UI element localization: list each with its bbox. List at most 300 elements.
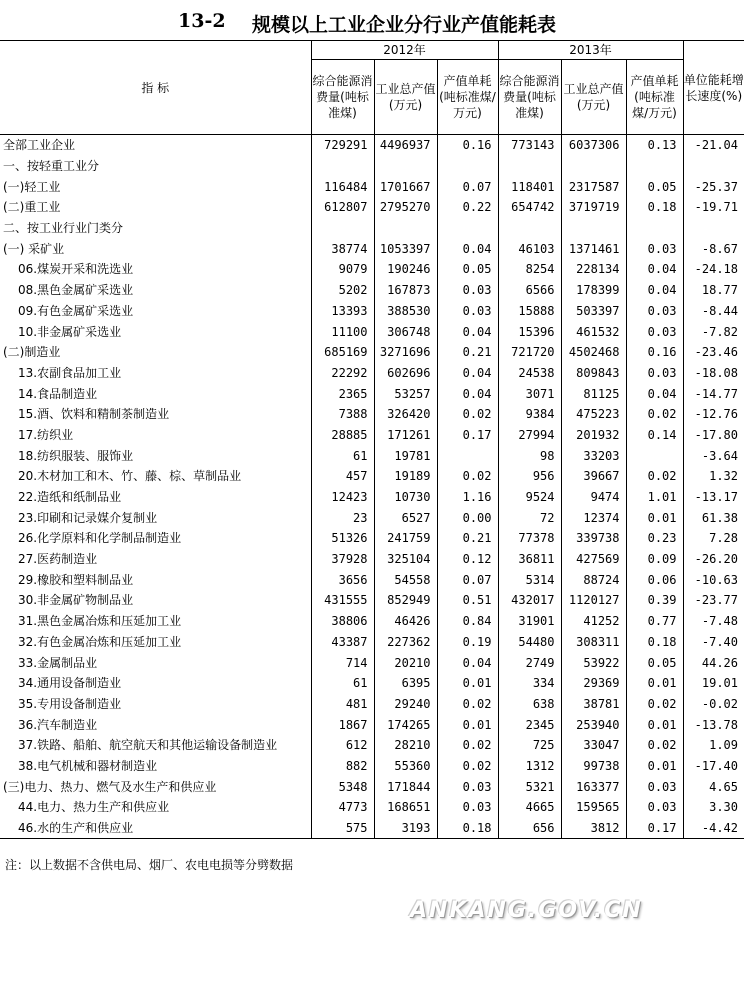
unit-2012-header: 产值单耗(吨标准煤/万元) (437, 60, 498, 135)
cell-u12: 0.16 (437, 135, 498, 156)
cell-g: 1.32 (709, 469, 738, 484)
cell-e12: 1867 (311, 714, 374, 735)
row-label: 36.汽车制造业 (0, 714, 311, 735)
cell-u13: 0.18 (626, 632, 683, 653)
cell-e12: 51326 (311, 528, 374, 549)
cell-o12: 4496937 (374, 135, 437, 156)
row-label: 18.纺织服装、服饰业 (0, 445, 311, 466)
cell-e12 (311, 218, 374, 239)
cell-g: -19.71 (694, 200, 738, 215)
cell-e13 (498, 218, 561, 239)
row-label: 30.非金属矿物制品业 (0, 590, 311, 611)
cell-u12: 0.03 (437, 280, 498, 301)
cell-e13: 956 (498, 466, 561, 487)
table-row (0, 321, 744, 342)
cell-e13: 98 (498, 445, 561, 466)
cell-g: -10.63 (694, 572, 738, 587)
cell-o13: 29369 (561, 673, 626, 694)
cell-e13: 31901 (498, 611, 561, 632)
cell-e12: 23 (311, 507, 374, 528)
cell-g: -14.77 (694, 386, 738, 401)
cell-g: 19.01 (701, 676, 738, 691)
cell-e13: 5314 (498, 569, 561, 590)
cell-o12: 46426 (374, 611, 437, 632)
cell-g: 3.30 (709, 800, 738, 815)
cell-e12: 431555 (311, 590, 374, 611)
cell-o13 (561, 218, 626, 239)
cell-o12: 602696 (374, 363, 437, 384)
cell-e13: 721720 (498, 342, 561, 363)
cell-g: 1.09 (709, 738, 738, 753)
row-label: 08.黑色金属矿采选业 (0, 280, 311, 301)
cell-o12: 10730 (374, 487, 437, 508)
table-row (0, 507, 744, 528)
cell-o12: 19781 (374, 445, 437, 466)
cell-u12 (437, 445, 498, 466)
table-row (0, 673, 744, 694)
table-row (0, 776, 744, 797)
cell-e13: 8254 (498, 259, 561, 280)
cell-g: -13.17 (694, 490, 738, 505)
cell-g (683, 218, 744, 239)
table-row (0, 652, 744, 673)
cell-e12: 612 (311, 735, 374, 756)
row-label: (一)轻工业 (0, 176, 311, 197)
table-header (0, 41, 744, 135)
cell-e12: 12423 (311, 487, 374, 508)
cell-o12: 3193 (374, 818, 437, 839)
cell-u12: 0.22 (437, 197, 498, 218)
cell-e12: 22292 (311, 363, 374, 384)
cell-e13: 1312 (498, 756, 561, 777)
row-label: 27.医药制造业 (0, 549, 311, 570)
cell-e12: 28885 (311, 425, 374, 446)
energy-consumption-table (0, 40, 744, 839)
cell-o13: 159565 (561, 797, 626, 818)
cell-g: -0.02 (701, 696, 738, 711)
cell-u13: 0.03 (626, 363, 683, 384)
table-row (0, 797, 744, 818)
cell-e13: 15396 (498, 321, 561, 342)
row-label: 20.木材加工和木、竹、藤、棕、草制品业 (0, 466, 311, 487)
cell-e12: 11100 (311, 321, 374, 342)
cell-o12 (374, 218, 437, 239)
cell-o13: 81125 (561, 383, 626, 404)
table-row (0, 818, 744, 839)
cell-u12: 0.02 (437, 404, 498, 425)
cell-o13: 33047 (561, 735, 626, 756)
table-row (0, 342, 744, 363)
table-row (0, 694, 744, 715)
cell-o13: 41252 (561, 611, 626, 632)
cell-o13: 4502468 (561, 342, 626, 363)
cell-o13: 33203 (561, 445, 626, 466)
cell-g: -8.67 (701, 241, 738, 256)
cell-o12: 241759 (374, 528, 437, 549)
cell-o12: 325104 (374, 549, 437, 570)
row-label: 06.煤炭开采和洗选业 (0, 259, 311, 280)
cell-u13: 0.04 (626, 280, 683, 301)
cell-o13: 427569 (561, 549, 626, 570)
cell-g: 4.65 (709, 779, 738, 794)
cell-o12: 168651 (374, 797, 437, 818)
table-row (0, 569, 744, 590)
cell-u13: 0.39 (626, 590, 683, 611)
cell-u12: 0.03 (437, 776, 498, 797)
row-label: 46.水的生产和供应业 (0, 818, 311, 839)
cell-o13: 809843 (561, 363, 626, 384)
cell-u13 (626, 156, 683, 177)
cell-o12: 1053397 (374, 238, 437, 259)
cell-o12: 20210 (374, 652, 437, 673)
cell-o13 (561, 156, 626, 177)
row-label: 33.金属制品业 (0, 652, 311, 673)
cell-u12: 0.03 (437, 301, 498, 322)
cell-e13: 5321 (498, 776, 561, 797)
table-row (0, 176, 744, 197)
energy-2012-header: 综合能源消费量(吨标准煤) (311, 60, 374, 135)
cell-o13: 9474 (561, 487, 626, 508)
cell-u12: 0.02 (437, 735, 498, 756)
table-row (0, 383, 744, 404)
cell-u13: 0.06 (626, 569, 683, 590)
output-2013-header: 工业总产值(万元) (561, 60, 626, 135)
table-row (0, 280, 744, 301)
cell-u12: 0.02 (437, 756, 498, 777)
cell-e13: 24538 (498, 363, 561, 384)
cell-o13: 3812 (561, 818, 626, 839)
cell-u13 (626, 218, 683, 239)
cell-u12: 0.04 (437, 363, 498, 384)
table-row (0, 445, 744, 466)
cell-u13: 0.03 (626, 238, 683, 259)
cell-u12 (437, 156, 498, 177)
table-row (0, 259, 744, 280)
cell-u12: 0.02 (437, 466, 498, 487)
row-label: 10.非金属矿采选业 (0, 321, 311, 342)
cell-e12: 457 (311, 466, 374, 487)
cell-o12: 326420 (374, 404, 437, 425)
cell-e12: 43387 (311, 632, 374, 653)
table-row (0, 404, 744, 425)
cell-o12: 190246 (374, 259, 437, 280)
cell-e12: 116484 (311, 176, 374, 197)
cell-u12: 0.02 (437, 694, 498, 715)
row-label: 14.食品制造业 (0, 383, 311, 404)
page-title (0, 6, 746, 36)
cell-u13: 0.18 (626, 197, 683, 218)
table-row (0, 611, 744, 632)
cell-g: -18.08 (694, 365, 738, 380)
cell-o13: 88724 (561, 569, 626, 590)
cell-o12 (374, 156, 437, 177)
cell-u12: 0.51 (437, 590, 498, 611)
cell-e12: 38774 (311, 238, 374, 259)
row-label: 31.黑色金属冶炼和压延加工业 (0, 611, 311, 632)
cell-u13: 0.01 (626, 673, 683, 694)
cell-o13: 503397 (561, 301, 626, 322)
growth-header: 单位能耗增长速度(%) (683, 41, 744, 135)
table-number: 13-2 (178, 10, 226, 32)
cell-e13: 2749 (498, 652, 561, 673)
cell-u13: 0.02 (626, 466, 683, 487)
cell-u12: 0.12 (437, 549, 498, 570)
cell-o12: 388530 (374, 301, 437, 322)
cell-e12: 5348 (311, 776, 374, 797)
cell-e13: 118401 (498, 176, 561, 197)
cell-o12: 3271696 (374, 342, 437, 363)
row-label: 34.通用设备制造业 (0, 673, 311, 694)
cell-o13: 475223 (561, 404, 626, 425)
cell-e12: 7388 (311, 404, 374, 425)
table-title: 规模以上工业企业分行业产值能耗表 (252, 14, 557, 36)
cell-g: -13.78 (694, 717, 738, 732)
cell-u13: 0.02 (626, 735, 683, 756)
cell-e13: 72 (498, 507, 561, 528)
cell-o13: 3719719 (561, 197, 626, 218)
cell-e13: 77378 (498, 528, 561, 549)
table-row (0, 156, 744, 177)
cell-g: 7.28 (709, 531, 738, 546)
cell-e12: 685169 (311, 342, 374, 363)
table-row (0, 714, 744, 735)
cell-o13: 2317587 (561, 176, 626, 197)
cell-g: -25.37 (694, 179, 738, 194)
cell-e12: 3656 (311, 569, 374, 590)
cell-o13: 201932 (561, 425, 626, 446)
cell-e12: 61 (311, 445, 374, 466)
cell-u13: 0.01 (626, 714, 683, 735)
cell-u12: 0.00 (437, 507, 498, 528)
cell-o12: 19189 (374, 466, 437, 487)
cell-g (683, 156, 744, 177)
cell-o12: 167873 (374, 280, 437, 301)
cell-u12: 0.19 (437, 632, 498, 653)
cell-o13: 163377 (561, 776, 626, 797)
cell-g: -26.20 (694, 552, 738, 567)
cell-e12: 4773 (311, 797, 374, 818)
cell-e12: 714 (311, 652, 374, 673)
cell-u12: 0.04 (437, 238, 498, 259)
table-row (0, 218, 744, 239)
cell-u12: 0.05 (437, 259, 498, 280)
cell-g: -4.42 (683, 818, 744, 839)
cell-e12: 5202 (311, 280, 374, 301)
row-label: 37.铁路、船舶、航空航天和其他运输设备制造业 (0, 735, 311, 756)
cell-e13: 773143 (498, 135, 561, 156)
cell-e13: 654742 (498, 197, 561, 218)
cell-g: -24.18 (694, 262, 738, 277)
cell-u13: 1.01 (626, 487, 683, 508)
table-row (0, 238, 744, 259)
cell-u12: 0.03 (437, 797, 498, 818)
cell-o13: 39667 (561, 466, 626, 487)
cell-e12: 729291 (311, 135, 374, 156)
row-label: 22.造纸和纸制品业 (0, 487, 311, 508)
row-label: 17.纺织业 (0, 425, 311, 446)
cell-u13: 0.04 (626, 259, 683, 280)
cell-e12: 37928 (311, 549, 374, 570)
cell-u13: 0.03 (626, 321, 683, 342)
cell-u12: 0.21 (437, 528, 498, 549)
cell-u13: 0.03 (626, 301, 683, 322)
cell-e13 (498, 156, 561, 177)
cell-u12 (437, 218, 498, 239)
cell-o12: 174265 (374, 714, 437, 735)
row-label: (三)电力、热力、燃气及水生产和供应业 (0, 776, 311, 797)
cell-o12: 6395 (374, 673, 437, 694)
cell-e13: 46103 (498, 238, 561, 259)
cell-o13: 253940 (561, 714, 626, 735)
cell-u12: 0.04 (437, 321, 498, 342)
table-body (0, 135, 744, 839)
row-label: 二、按工业行业门类分 (0, 218, 311, 239)
cell-e13: 27994 (498, 425, 561, 446)
cell-o13: 12374 (561, 507, 626, 528)
cell-u13: 0.17 (626, 818, 683, 839)
cell-e13: 9524 (498, 487, 561, 508)
cell-e13: 6566 (498, 280, 561, 301)
cell-g: -7.48 (701, 614, 738, 629)
cell-u12: 0.07 (437, 569, 498, 590)
cell-e12: 575 (311, 818, 374, 839)
cell-e12: 2365 (311, 383, 374, 404)
cell-u13: 0.02 (626, 694, 683, 715)
cell-o13: 38781 (561, 694, 626, 715)
cell-u12: 0.21 (437, 342, 498, 363)
cell-u13: 0.77 (626, 611, 683, 632)
cell-g: -8.44 (701, 303, 738, 318)
watermark: ANKANG.GOV.CN (410, 898, 643, 923)
row-label: 38.电气机械和器材制造业 (0, 756, 311, 777)
cell-u13: 0.02 (626, 404, 683, 425)
cell-o12: 227362 (374, 632, 437, 653)
row-label: 35.专用设备制造业 (0, 694, 311, 715)
cell-o12: 852949 (374, 590, 437, 611)
cell-g: -21.04 (694, 138, 738, 153)
year-2013-header: 2013年 (498, 41, 683, 60)
output-2012-header: 工业总产值(万元) (374, 60, 437, 135)
table-row (0, 425, 744, 446)
cell-u13: 0.03 (626, 797, 683, 818)
row-label: (一) 采矿业 (0, 238, 311, 259)
cell-u13: 0.09 (626, 549, 683, 570)
cell-o13: 178399 (561, 280, 626, 301)
cell-u13: 0.01 (626, 756, 683, 777)
cell-u12: 1.16 (437, 487, 498, 508)
cell-u12: 0.07 (437, 176, 498, 197)
cell-g: 44.26 (701, 655, 738, 670)
table-row (0, 197, 744, 218)
cell-g: -7.82 (701, 324, 738, 339)
cell-g: -23.77 (694, 593, 738, 608)
cell-e13: 4665 (498, 797, 561, 818)
cell-u13: 0.05 (626, 652, 683, 673)
cell-e13: 638 (498, 694, 561, 715)
cell-u12: 0.18 (437, 818, 498, 839)
cell-g: 61.38 (701, 510, 738, 525)
table-row (0, 735, 744, 756)
cell-o13: 1120127 (561, 590, 626, 611)
row-label: 23.印刷和记录媒介复制业 (0, 507, 311, 528)
table-row (0, 549, 744, 570)
cell-e12: 38806 (311, 611, 374, 632)
cell-o12: 171261 (374, 425, 437, 446)
year-2012-header: 2012年 (311, 41, 498, 60)
unit-2013-header: 产值单耗(吨标准煤/万元) (626, 60, 683, 135)
cell-u13: 0.16 (626, 342, 683, 363)
cell-o13: 461532 (561, 321, 626, 342)
cell-o12: 54558 (374, 569, 437, 590)
cell-e13: 656 (498, 818, 561, 839)
cell-g: -17.80 (694, 427, 738, 442)
row-label: 09.有色金属矿采选业 (0, 301, 311, 322)
cell-e12: 612807 (311, 197, 374, 218)
cell-u13: 0.05 (626, 176, 683, 197)
cell-e12: 13393 (311, 301, 374, 322)
cell-o13: 339738 (561, 528, 626, 549)
cell-g: -12.76 (694, 407, 738, 422)
cell-u12: 0.17 (437, 425, 498, 446)
cell-u13: 0.13 (626, 135, 683, 156)
footnote: 注：以上数据不含供电局、烟厂、农电电损等分劈数据 (5, 858, 294, 872)
row-label: 13.农副食品加工业 (0, 363, 311, 384)
cell-u13: 0.03 (626, 776, 683, 797)
table-row (0, 632, 744, 653)
table-row (0, 590, 744, 611)
row-label: 44.电力、热力生产和供应业 (0, 797, 311, 818)
row-label: (二)重工业 (0, 197, 311, 218)
cell-o13: 228134 (561, 259, 626, 280)
indicator-header: 指 标 (0, 41, 311, 135)
table-row (0, 363, 744, 384)
cell-o13: 99738 (561, 756, 626, 777)
row-label: 一、按轻重工业分 (0, 156, 311, 177)
cell-e13: 54480 (498, 632, 561, 653)
cell-o12: 53257 (374, 383, 437, 404)
cell-u13 (626, 445, 683, 466)
cell-o13: 1371461 (561, 238, 626, 259)
cell-e13: 15888 (498, 301, 561, 322)
cell-g: -17.40 (694, 758, 738, 773)
cell-o13: 308311 (561, 632, 626, 653)
cell-e13: 725 (498, 735, 561, 756)
cell-o13: 6037306 (561, 135, 626, 156)
row-label: 全部工业企业 (0, 135, 311, 156)
cell-e12 (311, 156, 374, 177)
row-label: 32.有色金属冶炼和压延加工业 (0, 632, 311, 653)
cell-u12: 0.01 (437, 714, 498, 735)
cell-e12: 481 (311, 694, 374, 715)
cell-o12: 306748 (374, 321, 437, 342)
table-row (0, 528, 744, 549)
energy-2013-header: 综合能源消费量(吨标准煤) (498, 60, 561, 135)
cell-g: -23.46 (694, 345, 738, 360)
cell-u13: 0.04 (626, 383, 683, 404)
cell-u12: 0.04 (437, 652, 498, 673)
cell-o12: 29240 (374, 694, 437, 715)
cell-o12: 55360 (374, 756, 437, 777)
cell-g: 18.77 (701, 283, 738, 298)
cell-o12: 6527 (374, 507, 437, 528)
table-row (0, 135, 744, 156)
cell-o12: 171844 (374, 776, 437, 797)
cell-e13: 9384 (498, 404, 561, 425)
cell-g: -7.40 (701, 634, 738, 649)
cell-e13: 432017 (498, 590, 561, 611)
cell-e12: 882 (311, 756, 374, 777)
cell-u13: 0.23 (626, 528, 683, 549)
